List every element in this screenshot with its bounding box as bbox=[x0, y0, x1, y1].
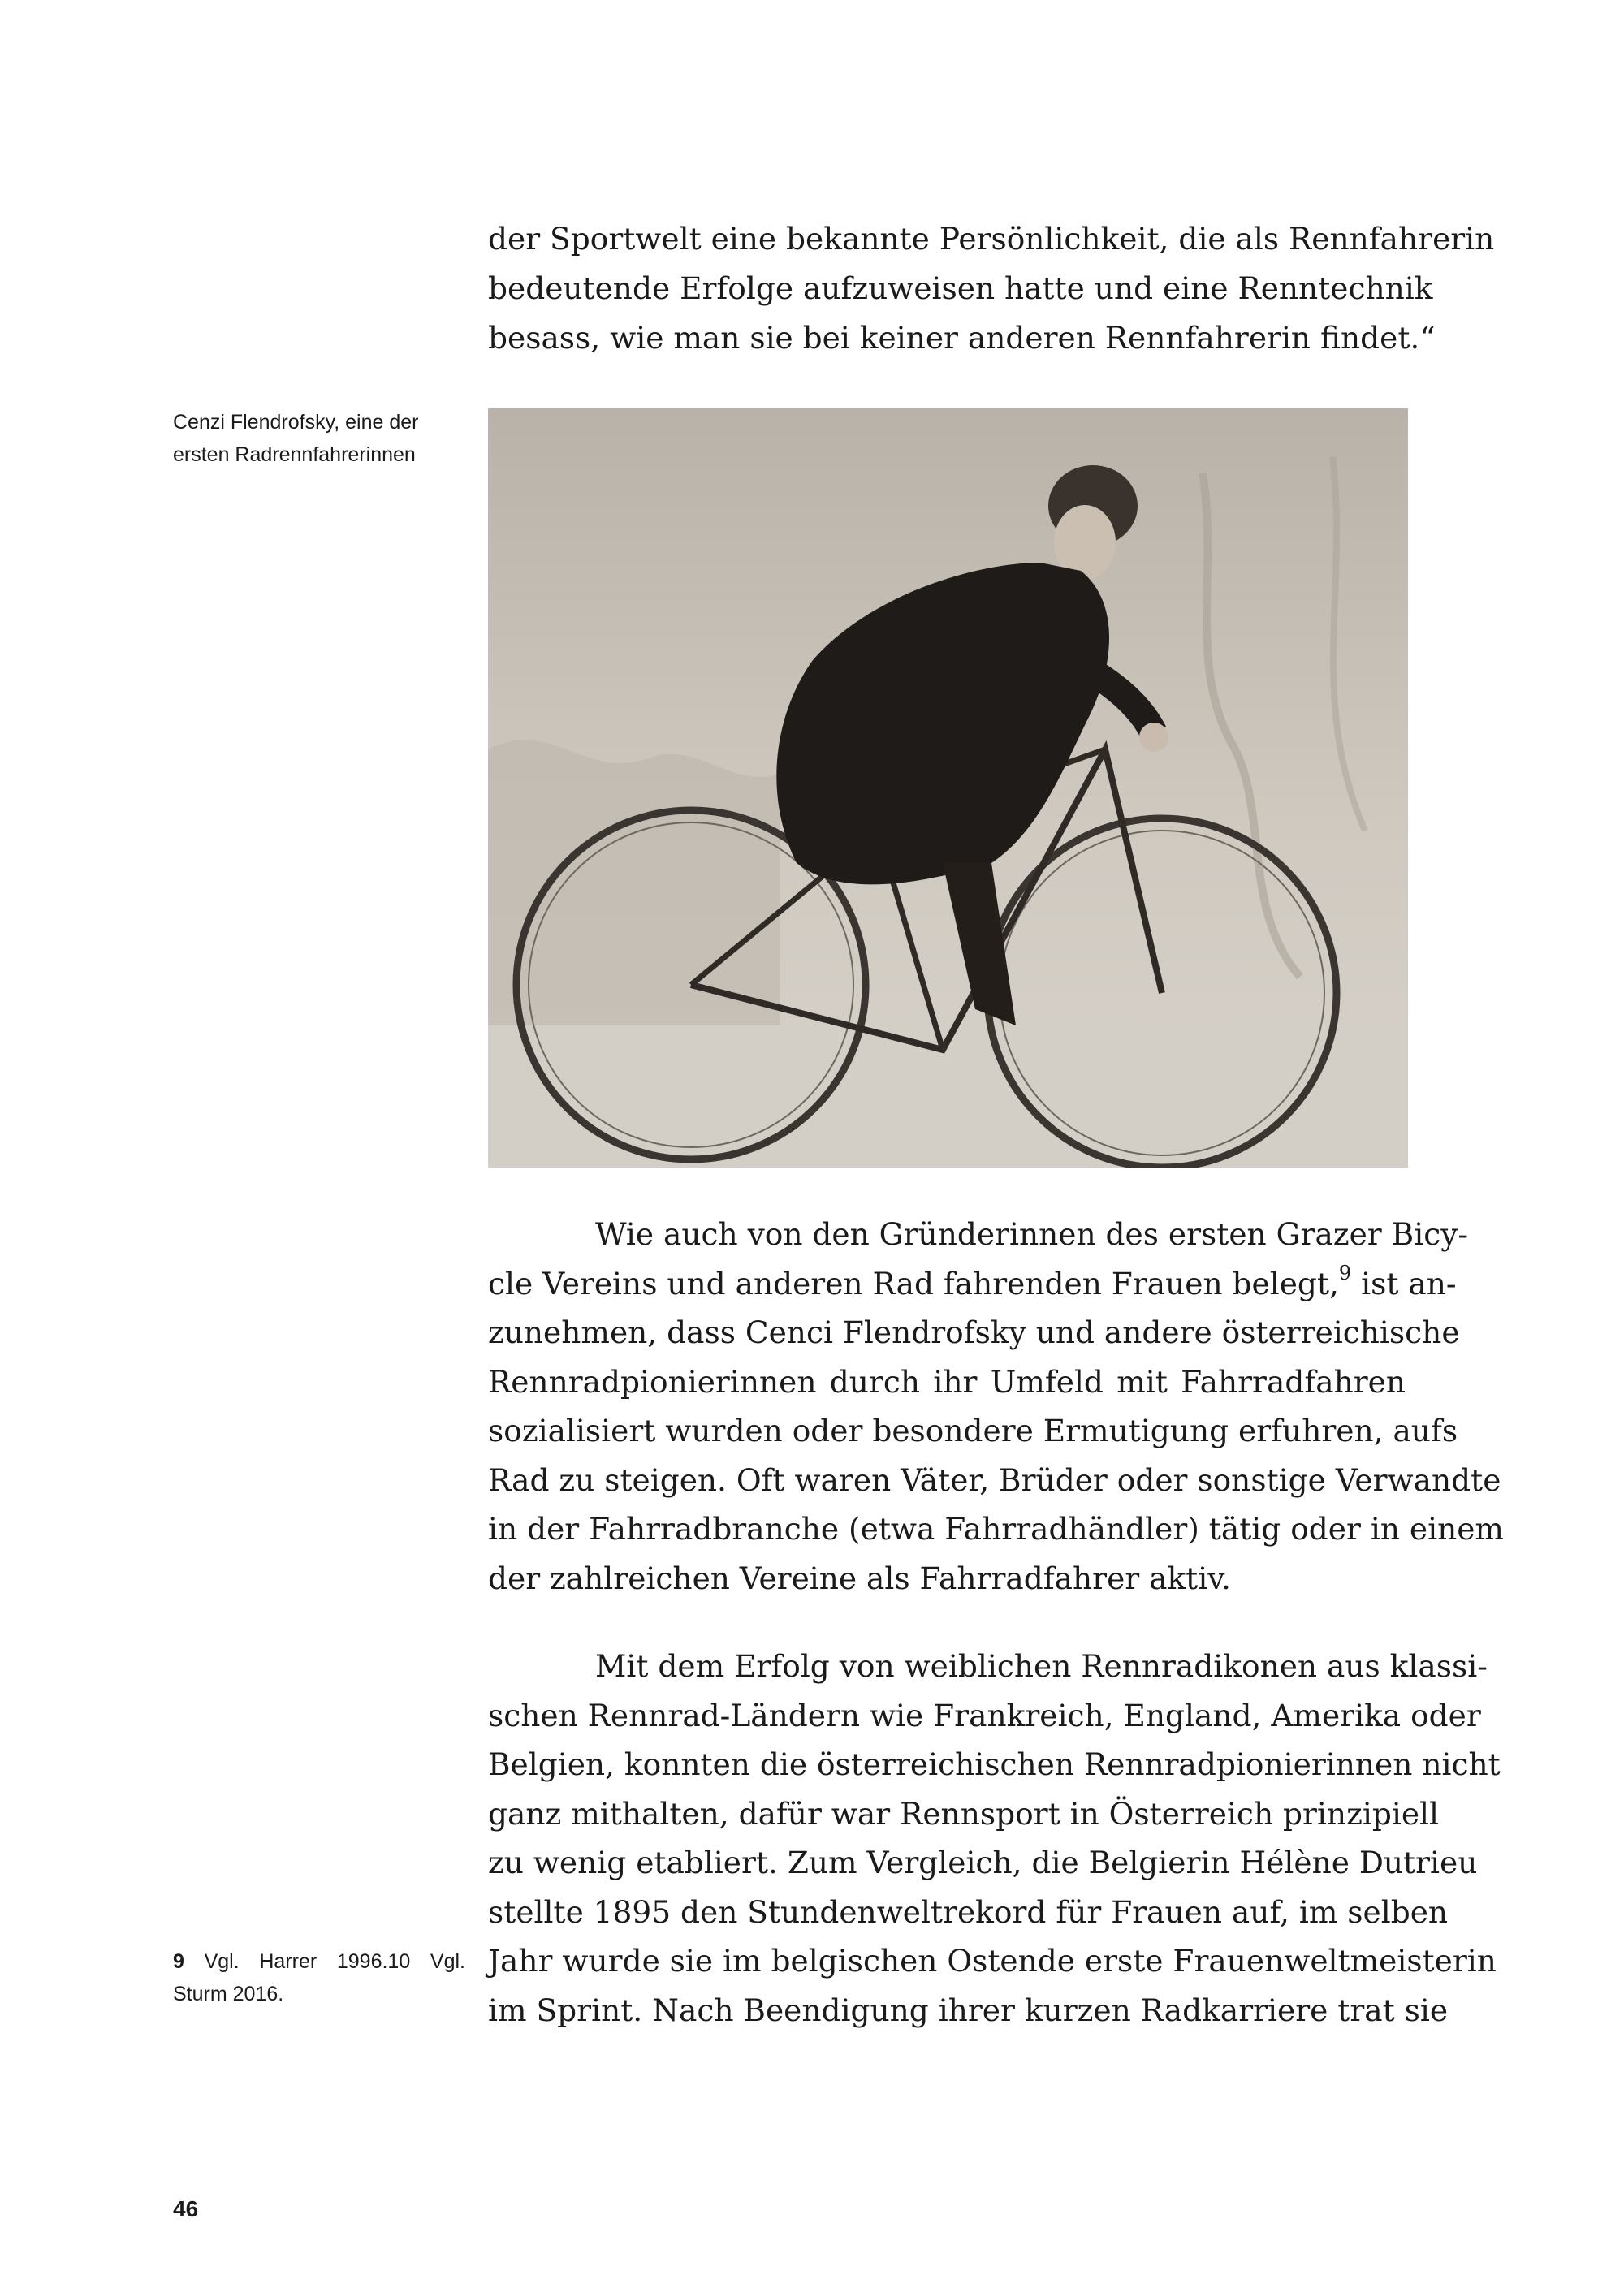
paragraph-line: der zahlreichen Vereine als Fahrradfahrer aktiv. bbox=[488, 1560, 1231, 1596]
quote-line: besass, wie man sie bei keiner anderen Rennfahrerin findet.“ bbox=[488, 320, 1436, 356]
paragraph-line: ganz mithalten, dafür war Rennsport in Österreich prinzipiell bbox=[488, 1795, 1440, 1832]
paragraph-line: Rad zu steigen. Oft waren Väter, Brüder oder sonstige Verwandte bbox=[488, 1461, 1501, 1498]
paragraph-line: in der Fahrradbranche (etwa Fahrradhändler) tätig oder in einem bbox=[488, 1511, 1504, 1547]
footnote-number: 9 bbox=[173, 1950, 184, 1973]
paragraph-line: zu wenig etabliert. Zum Vergleich, die Belgierin Hélène Dutrieu bbox=[488, 1845, 1478, 1880]
paragraph-line: schen Rennrad-Ländern wie Frankreich, England, Amerika oder bbox=[488, 1697, 1481, 1733]
paragraph-line: stellte 1895 den Stundenweltrekord für Frauen auf, im selben bbox=[488, 1893, 1449, 1930]
paragraph-line: Rennradpionierinnen durch ihr Umfeld mit Fahrradfahren bbox=[488, 1363, 1406, 1400]
figure-caption bbox=[173, 406, 465, 471]
footnote-line: Sturm 2016. bbox=[173, 1983, 284, 2005]
paragraph-line-text: ist an- bbox=[1351, 1265, 1457, 1301]
paragraph-line: zunehmen, dass Cenci Flendrofsky und andere österreichische bbox=[488, 1314, 1460, 1350]
paragraph-line bbox=[488, 1259, 1457, 1309]
cyclist-photo-illustration bbox=[488, 408, 1408, 1168]
quote-line: der Sportwelt eine bekannte Persönlichkeit, die als Rennfahrerin bbox=[488, 221, 1495, 257]
paragraph-line: Wie auch von den Gründerinnen des ersten Grazer Bicy- bbox=[595, 1216, 1469, 1252]
paragraph-line: Mit dem Erfolg von weiblichen Rennradikonen aus klassi- bbox=[595, 1648, 1488, 1684]
body-paragraph bbox=[488, 1642, 1501, 2035]
page-number: 46 bbox=[173, 2196, 199, 2221]
footnote-reference[interactable]: 9 bbox=[1338, 1262, 1352, 1284]
paragraph-line-text: cle Vereins und anderen Rad fahrenden Frauen belegt, bbox=[488, 1265, 1339, 1301]
paragraph-line: Jahr wurde sie im belgischen Ostende erste Frauenweltmeisterin bbox=[488, 1943, 1497, 1979]
paragraph-line: sozialisiert wurden oder besondere Ermutigung erfuhren, aufs bbox=[488, 1413, 1458, 1448]
caption-line: ersten Radrennfahrerinnen bbox=[173, 443, 416, 466]
quote-text bbox=[488, 214, 1495, 363]
quote-line: bedeutende Erfolge aufzuweisen hatte und eine Renntechnik bbox=[488, 270, 1433, 306]
footnote-text: Vgl. Harrer 1996.10 Vgl. bbox=[184, 1950, 465, 1973]
cyclist-photo bbox=[488, 408, 1408, 1168]
paragraph-line: Belgien, konnten die österreichischen Rennradpionierinnen nicht bbox=[488, 1746, 1501, 1782]
paragraph-line: im Sprint. Nach Beendigung ihrer kurzen Radkarriere trat sie bbox=[488, 1992, 1449, 2028]
footnote bbox=[173, 1945, 465, 2010]
body-paragraph bbox=[488, 1210, 1504, 1603]
caption-line: Cenzi Flendrofsky, eine der bbox=[173, 411, 419, 434]
footnote-line bbox=[173, 1945, 465, 1978]
